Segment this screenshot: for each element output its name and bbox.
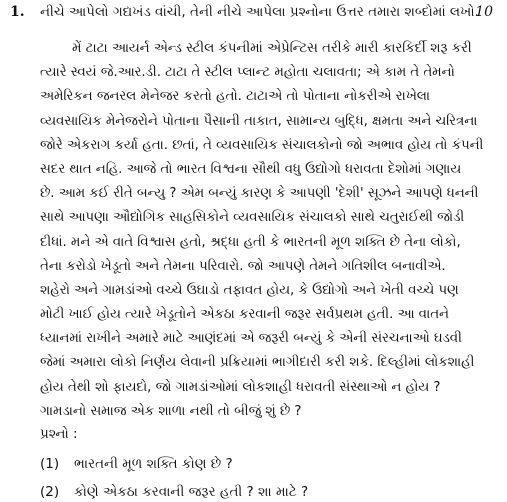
passage-line: ધ્યાનમાં રાખીને અમારે માટે આણંદમાં એ જરૂરી બન્યું કે એની સંરચનાઓ ઘડવી [40, 331, 462, 347]
sub-question-number: (1) [40, 456, 60, 472]
question-number: 1. [10, 4, 25, 20]
passage-line: જોરે એકરાગ કર્યા હતા. છતાં, તે વ્યવસાયિક સંચાલકોનો જો અભાવ હોય તો કંપની [40, 137, 484, 153]
passage-line: ગામડાનો સમાજ એક શાળા નથી તો બીજું શું છે ? [40, 403, 302, 419]
sub-question-number: (2) [40, 484, 60, 500]
passage-line: વ્યવસાયિક મેનેજરોને પોતાના પૈસાની તાકાત, સામાન્ય બુદ્ધિ, ક્ષમતા અને ચરિત્રના [40, 113, 478, 129]
question-marks: 10 [475, 4, 493, 20]
passage-line: સાથે આપણા ઔદ્યોગિક સાહસિકોને વ્યવસાયિક સંચાલકો સાથે ચતુરાઈથી જોડી [40, 210, 465, 226]
passage-line: સદર થાત નહિ. આજે તો ભારત વિશ્વના સૌથી વધુ ઉદ્યોગો ધરાવતા દેશોમાં ગણાય [40, 161, 462, 177]
passage-line: મેં ટાટા આયર્ન એન્ડ સ્ટીલ કંપનીમાં એપ્રેન્ટિસ તરીકે મારી કારકિર્દી શરૂ કરી [72, 41, 472, 56]
passage-line: ત્યારે સ્વયં જે.આર.ડી. ટાટા તે સ્ટીલ પ્લાન્ટ મહોતા ચલાવતા; એ કામ તે તેમનો [40, 65, 455, 81]
passage [40, 37, 485, 424]
passage-line: શહેરો અને ગામડાંઓ વચ્ચે ઉઘાડો તફાવત હોય, કે ઉદ્યોગો અને ખેતી વચ્ચે પણ [40, 282, 459, 298]
sub-question [40, 484, 308, 500]
passage-line: જેમાં અમારા લોકો નિર્ણય લેવાની પ્રક્રિયામાં ભાગીદારી કરી શકે. દિલ્હીમાં લોકશાહી [40, 355, 475, 371]
questions-label: પ્રશ્નો : [40, 426, 78, 442]
sub-question [40, 456, 233, 472]
sub-question-text: કોણે એકઠા કરવાની જરૂર હતી ? શા માટે ? [74, 484, 309, 500]
question-instruction: નીચે આપેલો ગદ્યખંડ વાંચી, તેની નીચે આપેલા પ્રશ્નોના ઉત્તર તમારા શબ્દોમાં લખો. [40, 4, 479, 20]
passage-line: છે. આમ કઈ રીતે બન્યુ ? એમ બન્યું કારણ કે આપણી 'દેશી' સૂઝને આપણે ધનની [40, 186, 479, 202]
passage-line: દીધાં. મને એ વાતે વિશ્વાસ હતો, શ્રદ્ધા હતી કે ભારતની મૂળ શક્તિ છે તેના લોકો, [40, 234, 461, 250]
sub-question-text: ભારતની મૂળ શક્તિ કોણ છે ? [74, 456, 233, 472]
passage-line: અમેરિકન જનરલ મેનેજર કરતો હતો. ટાટાએ તો પોતાના નોકરીએ રાખેલા [40, 89, 431, 105]
passage-line: તેના કરોડો ખેડૂતો અને તેમના પરિવારો. જો આપણે તેમને ગતિશીલ બનાવીએ. [40, 258, 446, 274]
passage-line: મોટી ખાઈ હોય ત્યારે ખેડૂતોને એકઠા કરવાની જરૂર સર્વપ્રથમ હતી. આ વાતને [40, 307, 449, 323]
passage-line: હોય તેથી શો ફાયદો, જો ગામડાંઓમાં લોકશાહી ધરાવતી સંસ્થાઓ ન હોય ? [40, 379, 441, 395]
